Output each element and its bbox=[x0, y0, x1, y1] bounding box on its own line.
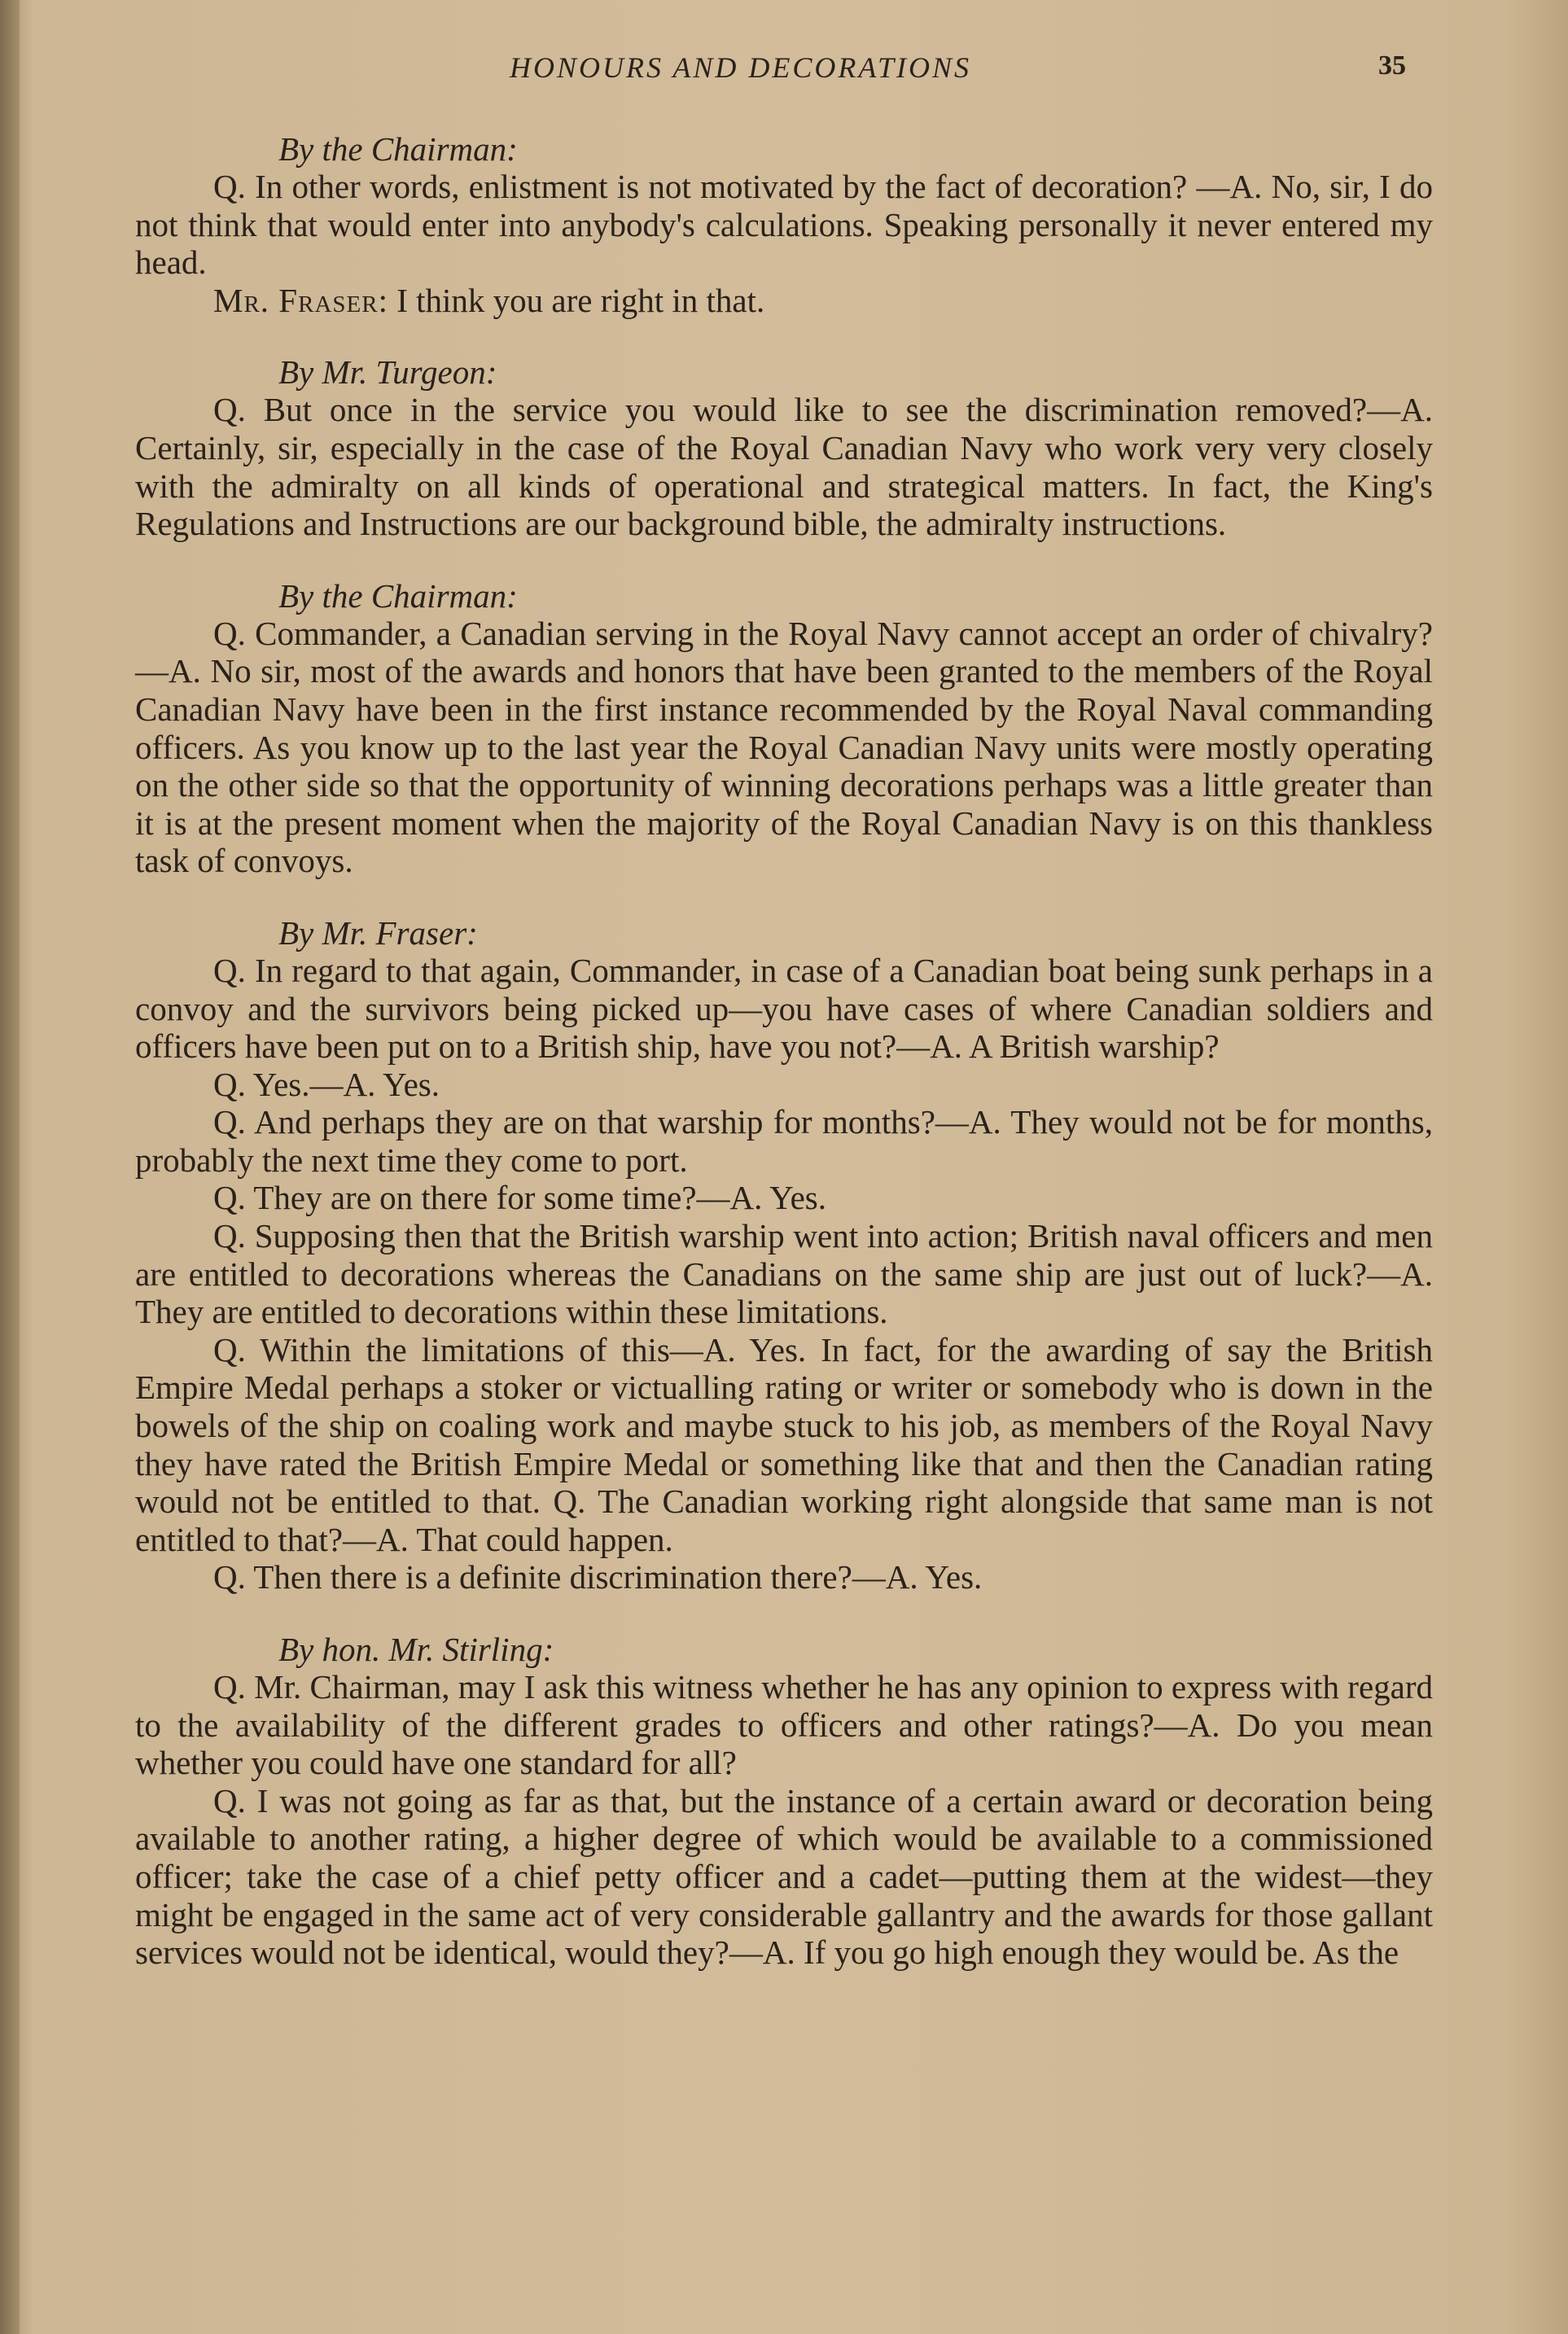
section-by-hon-mr-stirling bbox=[135, 1631, 1433, 1972]
page-binding-edge bbox=[0, 0, 20, 2334]
speaker-heading: By hon. Mr. Stirling: bbox=[278, 1631, 554, 1668]
paragraph: Q. And perhaps they are on that warship for months?—A. They would not be for months, probably the next time they come to port. bbox=[135, 1103, 1433, 1179]
speaker-heading: By Mr. Turgeon: bbox=[278, 353, 497, 392]
speaker-heading: By the Chairman: bbox=[278, 130, 518, 168]
paragraph: Q. Mr. Chairman, may I ask this witness whether he has any opinion to express with regard to the availability of the different grades to officers and other ratings?—A. Do you mean whether you could have one standard for all? bbox=[135, 1668, 1433, 1782]
paragraph: Q. Yes.—A. Yes. bbox=[213, 1065, 440, 1103]
page-number: 35 bbox=[1378, 50, 1406, 81]
paragraph: Q. Then there is a definite discrimination there?—A. Yes. bbox=[213, 1558, 983, 1596]
paragraph: Q. In regard to that again, Commander, in case of a Canadian boat being sunk perhaps in a convoy and the survivors being picked up—you have cases of where Canadian soldiers and officers have been put on to a British ship, have you not?—A. A British warship? bbox=[135, 951, 1433, 1066]
paragraph: Q. Within the limitations of this—A. Yes. In fact, for the awarding of say the British Empire Medal perhaps a stoker or victualling rating or writer or somebody who is down in the bowels of the ship on coaling work and maybe stuck to his job, as members of the Royal Navy they have rated the British Empire Medal or something like that and then the Canadian rating would not be entitled to that. Q. The Canadian working right alongside that same man is not entitled to that?—A. That could happen. bbox=[135, 1330, 1433, 1558]
paragraph: Q. I was not going as far as that, but the instance of a certain award or decoration being available to another rating, a higher degree of which would be available to a commissioned officer; take the case of a chief petty officer and a cadet—putting them at the widest—they might be engaged in the same act of very considerable gallantry and the awards for those gallant services would not be identical, would they?—A. If you go high enough they would be. As the bbox=[135, 1781, 1433, 1972]
section-by-mr-turgeon bbox=[135, 353, 1433, 542]
section-by-mr-fraser bbox=[135, 914, 1433, 1596]
paragraph: Q. They are on there for some time?—A. Yes. bbox=[213, 1179, 827, 1217]
paragraph: Q. In other words, enlistment is not motivated by the fact of decoration? —A. No, sir, I do not think that would enter into anybody's calculations. Speaking personally it never entered my head. bbox=[135, 168, 1433, 282]
section-by-the-chairman-2 bbox=[135, 577, 1433, 880]
page-header bbox=[0, 50, 1568, 99]
running-title: HONOURS AND DECORATIONS bbox=[510, 51, 972, 84]
paragraph bbox=[135, 282, 1433, 320]
paragraph: Q. Supposing then that the British warship went into action; British naval officers and men are entitled to decorations whereas the Canadians on the same ship are just out of luck?—A. They are entitled to decorations within these limitations. bbox=[135, 1217, 1433, 1331]
page-body bbox=[135, 130, 1433, 2006]
paragraph: Q. Commander, a Canadian serving in the Royal Navy cannot accept an order of chivalry?—A. No sir, most of the awards and honors that have been granted to the members of the Royal Canadian Navy have been in the first instance recommended by the Royal Naval commanding officers. As you know up to the last year the Royal Canadian Navy units were mostly operating on the other side so that the opportunity of winning decorations perhaps was a little greater than it is at the present moment when the majority of the Royal Canadian Navy is on this thankless task of convoys. bbox=[135, 614, 1433, 880]
speaker-heading: By the Chairman: bbox=[278, 576, 518, 615]
paragraph-text: I think you are right in that. bbox=[388, 281, 765, 319]
speaker-heading: By Mr. Fraser: bbox=[278, 913, 478, 952]
section-by-the-chairman-1 bbox=[135, 130, 1433, 319]
paragraph: Q. But once in the service you would like to see the discrimination removed?—A. Certainly, sir, especially in the case of the Royal Canadian Navy who work very very closely with the admiralty on all kinds of operational and strategical matters. In fact, the King's Regulations and Instructions are our background bible, the admiralty instructions. bbox=[135, 391, 1433, 543]
speaker-label: Mr. Fraser: bbox=[213, 281, 388, 319]
